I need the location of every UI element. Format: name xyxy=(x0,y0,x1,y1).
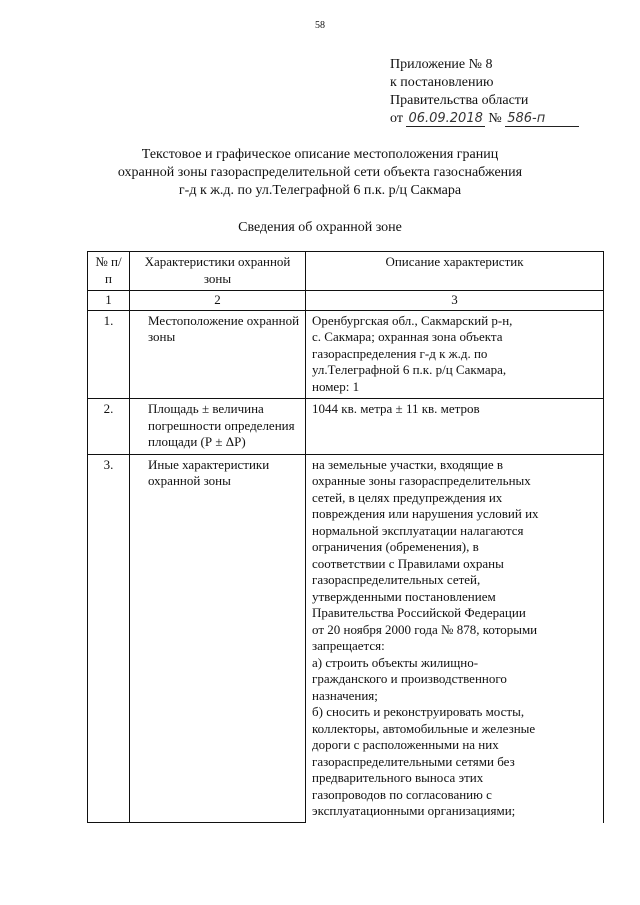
description-line: а) строить объекты жилищно- xyxy=(312,654,479,670)
description-line: утвержденными постановлением xyxy=(312,588,496,604)
row-number: 3. xyxy=(88,454,130,823)
title-line-3: г-д к ж.д. по ул.Телеграфной 6 п.к. р/ц Сакмара xyxy=(178,183,462,198)
handwritten-number: 586-п xyxy=(505,112,579,127)
row-characteristic: Иные характеристики охранной зоны xyxy=(130,454,306,823)
number-prefix: № xyxy=(488,111,502,126)
table-row xyxy=(88,310,604,399)
description-line: номер: 1 xyxy=(312,378,360,394)
description-line: эксплуатационными организациями; xyxy=(312,803,516,818)
appendix-block xyxy=(390,56,630,128)
appendix-resolution: к постановлению xyxy=(390,75,494,90)
table-row xyxy=(88,454,604,823)
description-line: дороги с расположенными на них xyxy=(312,737,499,752)
description-line: нормальной эксплуатации налагаются xyxy=(312,522,524,538)
description-line: предварительного выноса этих xyxy=(312,770,484,785)
date-prefix: от xyxy=(390,111,403,126)
description-line: на земельные участки, входящие в xyxy=(312,456,504,472)
row-characteristic: Местоположение охранной зоны xyxy=(130,310,306,399)
description-line: от 20 ноября 2000 года № 878, которыми xyxy=(312,621,538,637)
appendix-date-line xyxy=(390,110,630,128)
table-header-row xyxy=(88,252,604,291)
description-line: б) сносить и реконструировать мосты, xyxy=(312,704,525,719)
description-line: гражданского и производственного xyxy=(312,671,507,686)
header-number: № п/п xyxy=(88,252,130,291)
description-line: Оренбургская обл., Сакмарский р-н, xyxy=(312,312,513,328)
appendix-government: Правительства области xyxy=(390,93,529,108)
header-description: Описание характеристик xyxy=(306,252,604,291)
title-line-1: Текстовое и графическое описание местоположения границ xyxy=(141,147,499,162)
description-line: сетей, в целях предупреждения их xyxy=(312,489,503,505)
description-line: с. Сакмара; охранная зона объекта xyxy=(312,329,503,344)
row-number: 2. xyxy=(88,399,130,455)
row-description xyxy=(306,310,604,399)
description-line: охранные зоны газораспределительных xyxy=(312,473,531,488)
row-description xyxy=(306,399,604,455)
description-line: газораспределительных сетей, xyxy=(312,572,481,587)
description-line: 1044 кв. метра ± 11 кв. метров xyxy=(312,401,480,416)
row-description xyxy=(306,454,604,823)
description-line: соответствии с Правилами охраны xyxy=(312,555,504,571)
index-cell-2: 2 xyxy=(130,291,306,311)
row-characteristic: Площадь ± величина погрешности определения площади (Р ± ΔР) xyxy=(130,399,306,455)
description-line: газораспределительными сетями без xyxy=(312,753,515,769)
index-cell-1: 1 xyxy=(88,291,130,311)
description-line: ул.Телеграфной 6 п.к. р/ц Сакмара, xyxy=(312,362,507,377)
index-cell-3: 3 xyxy=(306,291,604,311)
description-line: Правительства Российской Федерации xyxy=(312,605,526,620)
appendix-title: Приложение № 8 xyxy=(390,57,493,72)
table-row xyxy=(88,399,604,455)
description-line: назначения; xyxy=(312,687,378,703)
table-index-row xyxy=(88,291,604,311)
description-line: газопроводов по согласованию с xyxy=(312,786,492,802)
page-number: 58 xyxy=(315,20,325,31)
description-line: повреждения или нарушения условий их xyxy=(312,506,539,521)
section-subtitle: Сведения об охранной зоне xyxy=(238,220,402,235)
document-title xyxy=(60,146,580,200)
handwritten-date: 06.09.2018 xyxy=(408,111,483,126)
description-line: ограничения (обременения), в xyxy=(312,539,479,554)
protection-zone-table xyxy=(87,251,604,823)
row-number: 1. xyxy=(88,310,130,399)
description-line: коллекторы, автомобильные и железные xyxy=(312,720,536,736)
title-line-2: охранной зоны газораспределительной сети объекта газоснабжения xyxy=(117,165,523,180)
description-line: газораспределения г-д к ж.д. по xyxy=(312,345,488,361)
description-line: запрещается: xyxy=(312,638,385,653)
header-characteristics: Характеристики охранной зоны xyxy=(130,252,306,291)
